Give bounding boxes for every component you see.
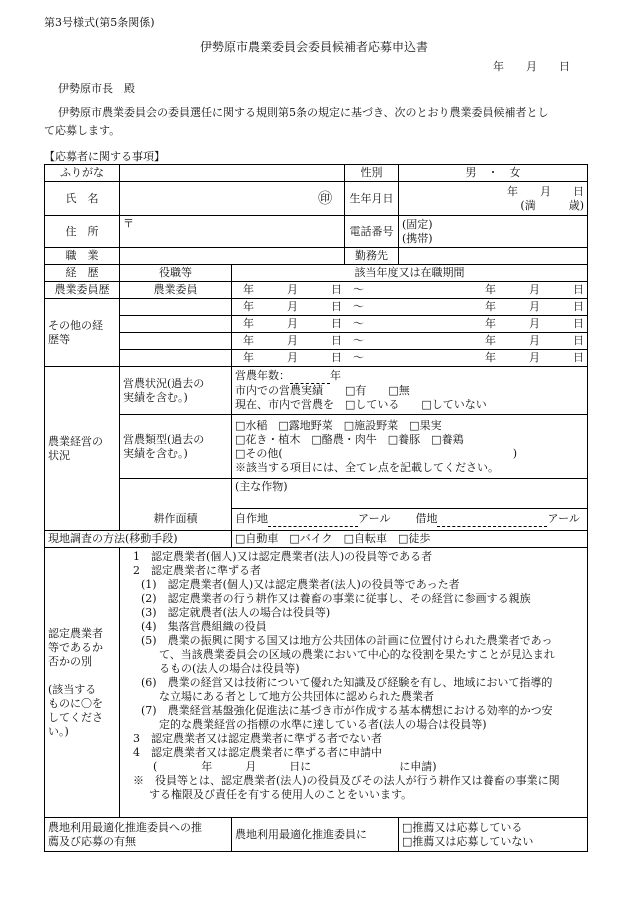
other-period-4[interactable]: 年 月 日 ～ 年 月 日 <box>232 350 588 367</box>
gender-label: 性別 <box>345 165 399 182</box>
promotion-committee-options[interactable]: □推薦又は応募している □推薦又は応募していない <box>399 818 588 852</box>
farm-type-field[interactable]: □水稲 □露地野菜 □施設野菜 □果実 □花き・植木 □酪農・肉牛 □養豚 □養鶏 □その他( ) ※該当する項目には、全てレ点を記載してください。 <box>232 415 588 479</box>
seal-mark: ㊞ <box>318 190 333 207</box>
cert-item[interactable]: (5) 農業の振興に関する国又は地方公共団体の計画に位置付けられた農業者であっ <box>141 634 553 647</box>
farm-status-field[interactable]: 営農年数： 年 市内での営農実績 □有 □無 現在、市内で営農を □している □していない <box>232 367 588 415</box>
ag-committee-position: 農業委員 <box>120 282 232 299</box>
cert-item[interactable]: (6) 農業の経営又は技術について優れた知識及び経験を有し、地域において指導的 <box>141 676 553 689</box>
phone-label: 電話番号 <box>345 216 399 248</box>
cultivation-area-field[interactable]: 自作地 アール 借地 アール <box>232 509 588 531</box>
phone-field[interactable]: (固定) (携帯) <box>399 216 588 248</box>
farm-status-label: 営農状況(過去の 実績を含む。) <box>120 367 232 415</box>
promotion-committee-sublabel: 農地利用最適化推進委員に <box>232 818 399 852</box>
dob-field[interactable]: 年 月 日 (満 歳) <box>399 182 588 216</box>
survey-method-options[interactable]: □自動車 □バイク □自転車 □徒歩 <box>232 531 588 548</box>
cert-item[interactable]: 1 認定農業者(個人)又は認定農業者(法人)の役員等である者 <box>133 550 433 563</box>
postal-mark: 〒 <box>123 217 134 230</box>
position-header: 役職等 <box>120 265 232 282</box>
workplace-label: 勤務先 <box>345 248 399 265</box>
cert-item[interactable]: (4) 集落営農組織の役員 <box>141 620 267 633</box>
ag-committee-history-label: 農業委員歴 <box>45 282 120 299</box>
main-crops-field[interactable]: (主な作物) <box>232 479 588 509</box>
other-period-2[interactable]: 年 月 日 ～ 年 月 日 <box>232 316 588 333</box>
other-position-3[interactable] <box>120 333 232 350</box>
cultivation-area-label: 耕作面積 <box>120 509 232 531</box>
cert-item[interactable]: (2) 認定農業者の行う耕作又は養畜の事業に従事し、その経営に参画する親族 <box>141 592 531 605</box>
section-title: 【応募者に関する事項】 <box>44 150 165 163</box>
workplace-field[interactable] <box>399 248 588 265</box>
intro-text-line2: て応募します。 <box>44 124 121 137</box>
cert-item-continued: 定的な農業経営の指標の水準に達している者(法人の場合は役員等) <box>159 718 487 731</box>
furigana-field[interactable] <box>120 165 345 182</box>
application-form-table <box>44 164 588 852</box>
other-history-label: その他の経 歴等 <box>45 299 120 367</box>
certified-farmer-label: 認定農業者 等であるか 否かの別 (該当する ものに〇を してくださ い。) <box>45 548 120 818</box>
survey-method-label: 現地調査の方法(移動手段) <box>45 531 232 548</box>
job-field[interactable] <box>120 248 345 265</box>
document-title: 伊勢原市農業委員会委員候補者応募申込書 <box>200 40 429 54</box>
ag-committee-period[interactable]: 年 月 日 ～ 年 月 日 <box>232 282 588 299</box>
farm-type-other[interactable]: □その他( <box>235 446 283 460</box>
cert-item[interactable]: 3 認定農業者又は認定農業者に準ずる者でない者 <box>133 732 382 745</box>
furigana-label: ふりがな <box>45 165 120 182</box>
other-period-1[interactable]: 年 月 日 ～ 年 月 日 <box>232 299 588 316</box>
cert-item[interactable]: (3) 認定就農者(法人の場合は役員等) <box>141 606 331 619</box>
farm-management-label: 農業経営の 状況 <box>45 367 120 531</box>
cert-item-continued: るもの(法人の場合は役員等) <box>159 662 300 675</box>
cert-note: ※ 役員等とは、認定農業者(法人)の役員及びその法人が行う耕作又は養畜の事業に関 <box>133 774 560 787</box>
cert-item-continued: て、当該農業委員会の区域の農業において中心的な役割を果たすことが見込まれ <box>159 648 555 661</box>
other-position-1[interactable] <box>120 299 232 316</box>
cert-item[interactable]: 4 認定農業者又は認定農業者に準ずる者に申請中 <box>133 746 382 759</box>
certified-farmer-options[interactable] <box>120 548 588 818</box>
other-period-3[interactable]: 年 月 日 ～ 年 月 日 <box>232 333 588 350</box>
farm-type-label: 営農類型(過去の 実績を含む。) <box>120 415 232 479</box>
name-label: 氏 名 <box>45 182 120 216</box>
gender-options[interactable]: 男 ・ 女 <box>399 165 588 182</box>
cert-item[interactable]: (7) 農業経営基盤強化促進法に基づき市が作成する基本構想における効率的かつ安 <box>141 704 553 717</box>
promotion-committee-label: 農地利用最適化推進委員への推 薦及び応募の有無 <box>45 818 232 852</box>
period-header: 該当年度又は在職期間 <box>232 265 588 282</box>
main-crops-spacer <box>120 479 232 509</box>
address-field[interactable] <box>120 216 345 248</box>
cert-application-date[interactable]: ( 年 月 日に に申請) <box>153 760 437 773</box>
application-date: 年 月 日 <box>493 60 570 73</box>
farm-type-options-1[interactable]: □水稲 □露地野菜 □施設野菜 □果実 <box>235 418 442 432</box>
addressee: 伊勢原市長 殿 <box>58 82 135 95</box>
cert-item-continued: な立場にある者として地方公共団体に認められた農業者 <box>159 690 434 703</box>
name-field[interactable] <box>120 182 345 216</box>
cert-item[interactable]: (1) 認定農業者(個人)又は認定農業者(法人)の役員等であった者 <box>141 578 460 591</box>
intro-text-line1: 伊勢原市農業委員会の委員選任に関する規則第5条の規定に基づき、次のとおり農業委員候補者とし <box>58 106 549 119</box>
job-label: 職 業 <box>45 248 120 265</box>
dob-label: 生年月日 <box>345 182 399 216</box>
form-number: 第3号様式(第5条関係) <box>44 16 155 29</box>
farm-record-options[interactable]: 市内での営農実績 □有 □無 <box>235 384 410 397</box>
cert-item[interactable]: 2 認定農業者に準ずる者 <box>133 564 261 577</box>
farm-type-options-2[interactable]: □花き・植木 □酪農・肉牛 □養豚 □養鶏 <box>235 432 464 446</box>
other-position-4[interactable] <box>120 350 232 367</box>
history-label: 経 歴 <box>45 265 120 282</box>
farm-current-options[interactable]: 現在、市内で営農を □している □していない <box>235 398 487 411</box>
farm-type-note: ※該当する項目には、全てレ点を記載してください。 <box>235 460 499 474</box>
cert-note-continued: する権限及び責任を有する使用人のことをいいます。 <box>149 788 413 801</box>
other-position-2[interactable] <box>120 316 232 333</box>
address-label: 住 所 <box>45 216 120 248</box>
